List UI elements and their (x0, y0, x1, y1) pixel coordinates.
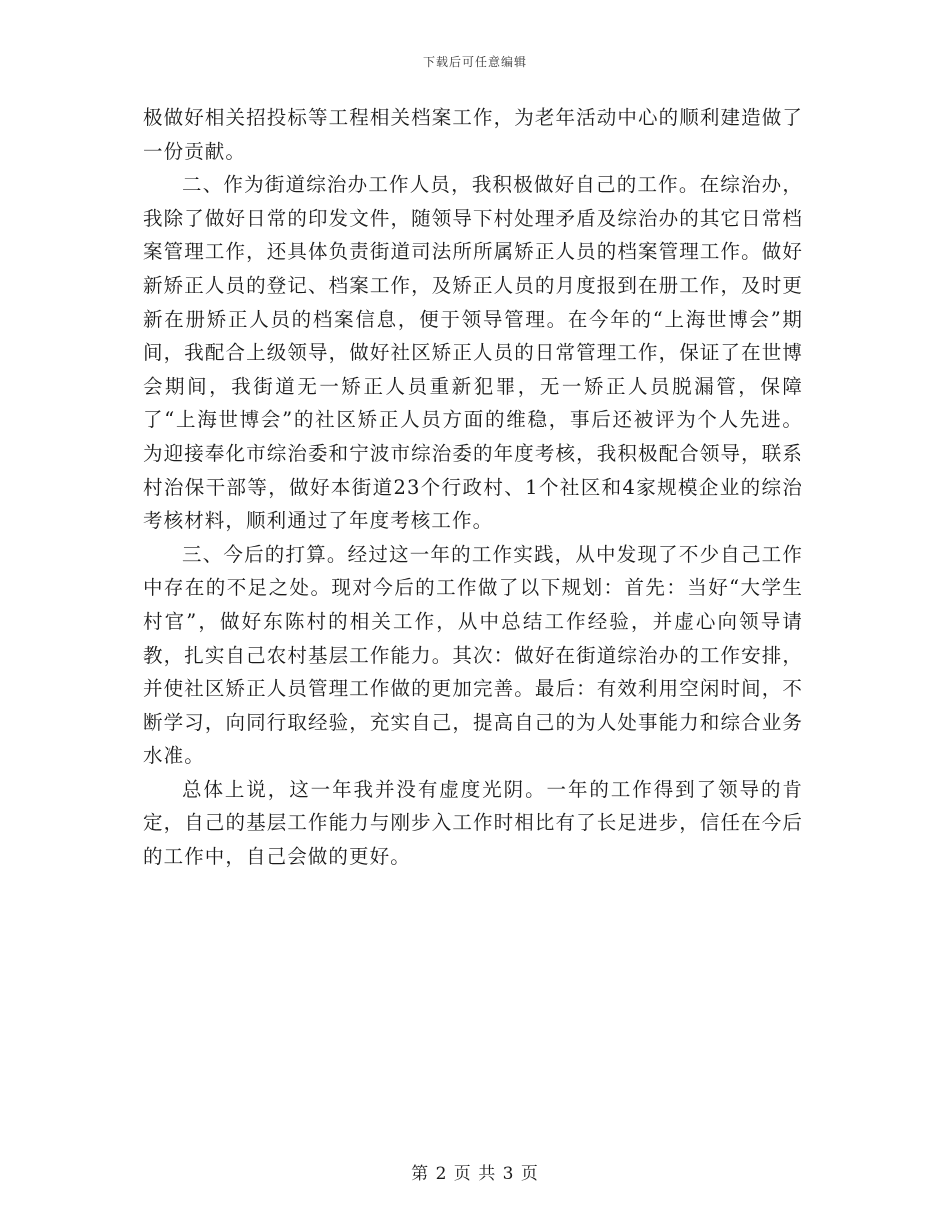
paragraph-section-two: 二、作为街道综治办工作人员，我积极做好自己的工作。在综治办，我除了做好日常的印发文件，随领导下村处理矛盾及综治办的其它日常档案管理工作，还具体负责街道司法所所属矫正人员的档案管理工作。做好新矫正人员的登记、档案工作，及矫正人员的月度报到在册工作，及时更新在册矫正人员的档案信息，便于领导管理。在今年的“上海世博会”期间，我配合上级领导，做好社区矫正人员的日常管理工作，保证了在世博会期间，我街道无一矫正人员重新犯罪，无一矫正人员脱漏管，保障了“上海世博会”的社区矫正人员方面的维稳，事后还被评为个人先进。为迎接奉化市综治委和宁波市综治委的年度考核，我积极配合领导，联系村治保干部等，做好本街道23个行政村、1个社区和4家规模企业的综治考核材料，顺利通过了年度考核工作。 (143, 173, 803, 533)
paragraph-summary: 总体上说，这一年我并没有虚度光阴。一年的工作得到了领导的肯定，自己的基层工作能力与刚步入工作时相比有了长足进步，信任在今后的工作中，自己会做的更好。 (143, 777, 803, 869)
page-header-note: 下载后可任意编辑 (422, 55, 527, 69)
paragraph-section-three: 三、今后的打算。经过这一年的工作实践，从中发现了不少自己工作中存在的不足之处。现对今后的工作做了以下规划：首先：当好“大学生村官”，做好东陈村的相关工作，从中总结工作经验，并虚心向领导请教，扎实自己农村基层工作能力。其次：做好在街道综治办的工作安排，并使社区矫正人员管理工作做的更加完善。最后：有效利用空闲时间，不断学习，向同行取经验，充实自己，提高自己的为人处事能力和综合业务水准。 (143, 542, 803, 768)
page-number: 第 2 页 共 3 页 (411, 1164, 539, 1184)
document-body (143, 101, 803, 874)
paragraph-continuation: 极做好相关招投标等工程相关档案工作，为老年活动中心的顺利建造做了一份贡献。 (143, 106, 803, 163)
